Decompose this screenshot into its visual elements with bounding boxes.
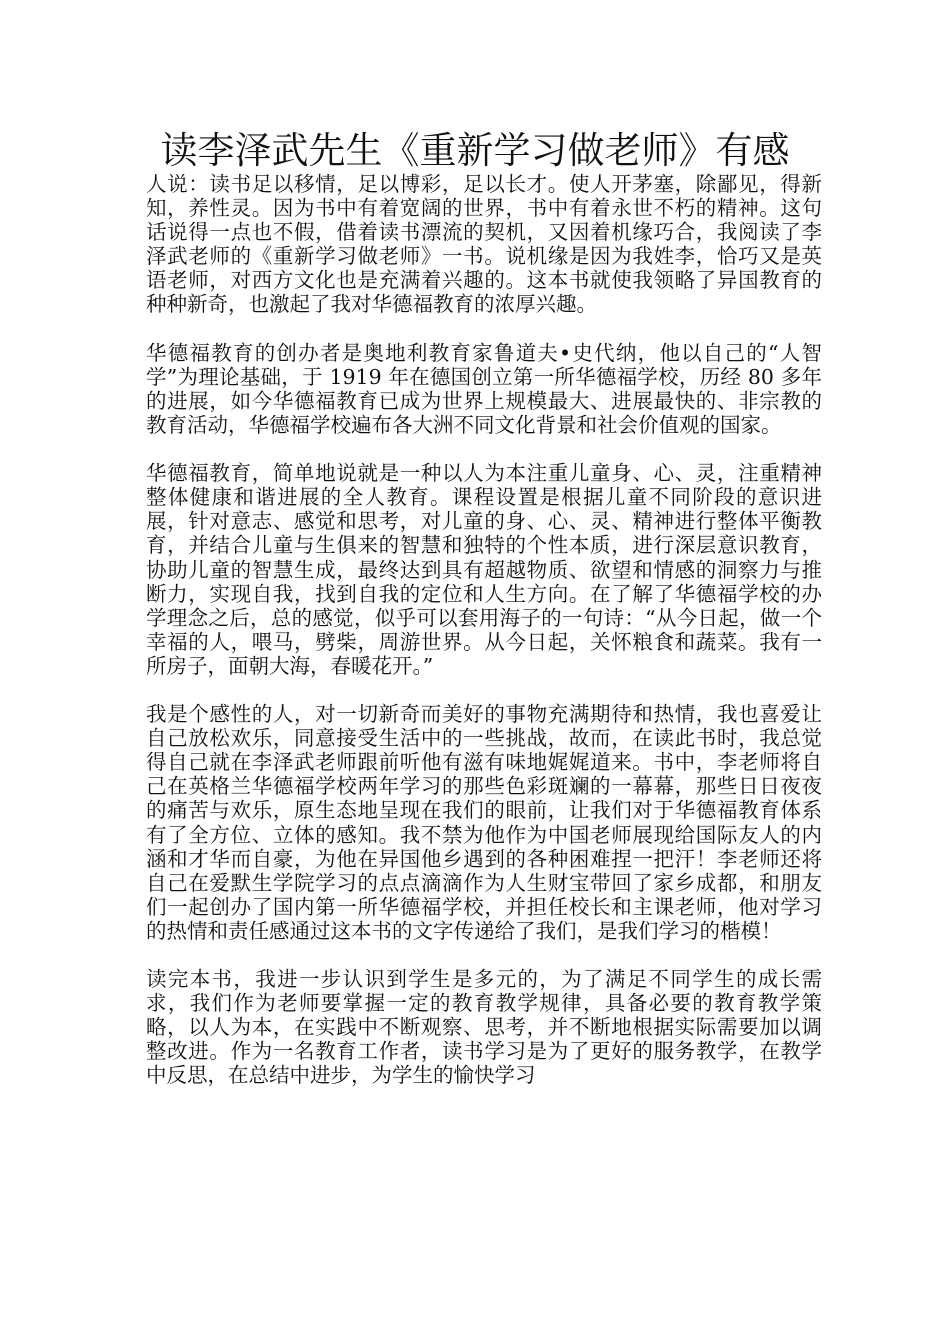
- document-body: [146, 172, 822, 1112]
- document-title: 读李泽武先生《重新学习做老师》有感: [160, 129, 790, 172]
- paragraph-4: 我是个感性的人，对一切新奇而美好的事物充满期待和热情，我也喜爱让自己放松欢乐，同意接受生活中的一些挑战，故而，在读此书时，我总觉得自己就在李泽武老师跟前听他有滋有味地娓娓道来。书中，李老师将自己在英格兰华德福学校两年学习的那些色彩斑斓的一幕幕，那些日日夜夜的痛苦与欢乐，原生态地呈现在我们的眼前，让我们对于华德福教育体系有了全方位、立体的感知。我不禁为他作为中国老师展现给国际友人的内涵和才华而自豪，为他在异国他乡遇到的各种困难捏一把汗！李老师还将自己在爱默生学院学习的点点滴滴作为人生财宝带回了家乡成都，和朋友们一起创办了国内第一所华德福学校，并担任校长和主课老师，他对学习的热情和责任感通过这本书的文字传递给了我们，是我们学习的楷模！: [146, 702, 822, 943]
- paragraph-5: 读完本书，我进一步认识到学生是多元的，为了满足不同学生的成长需求，我们作为老师要掌握一定的教育教学规律，具备必要的教育教学策略，以人为本，在实践中不断观察、思考，并不断地根据实际需要加以调整改进。作为一名教育工作者，读书学习是为了更好的服务教学，在教学中反思，在总结中进步，为学生的愉快学习: [146, 967, 822, 1088]
- paragraph-2: 华德福教育的创办者是奥地利教育家鲁道夫•史代纳，他以自己的“人智学”为理论基础，于 1919 年在德国创立第一所华德福学校，历经 80 多年的进展，如今华德福教育已成为世界上规模最大、进展最快的、非宗教的教育活动，华德福学校遍布各大洲不同文化背景和社会价值观的国家。: [146, 340, 822, 437]
- paragraph-1: 人说：读书足以移情，足以博彩，足以长才。使人开茅塞，除鄙见，得新知，养性灵。因为书中有着宽阔的世界，书中有着永世不朽的精神。这句话说得一点也不假，借着读书漂流的契机，又因着机缘巧合，我阅读了李泽武老师的《重新学习做老师》一书。说机缘是因为我姓李，恰巧又是英语老师，对西方文化也是充满着兴趣的。这本书就使我领略了异国教育的种种新奇，也激起了我对华德福教育的浓厚兴趣。: [146, 172, 822, 317]
- paragraph-3: 华德福教育，简单地说就是一种以人为本注重儿童身、心、灵，注重精神整体健康和谐进展的全人教育。课程设置是根据儿童不同阶段的意识进展，针对意志、感觉和思考，对儿童的身、心、灵、精神进行整体平衡教育，并结合儿童与生俱来的智慧和独特的个性本质，进行深层意识教育，协助儿童的智慧生成，最终达到具有超越物质、欲望和情感的洞察力与推断力，实现自我，找到自我的定位和人生方向。在了解了华德福学校的办学理念之后，总的感觉，似乎可以套用海子的一句诗：“从今日起，做一个幸福的人，喂马，劈柴，周游世界。从今日起，关怀粮食和蔬菜。我有一所房子，面朝大海，春暖花开。”: [146, 461, 822, 678]
